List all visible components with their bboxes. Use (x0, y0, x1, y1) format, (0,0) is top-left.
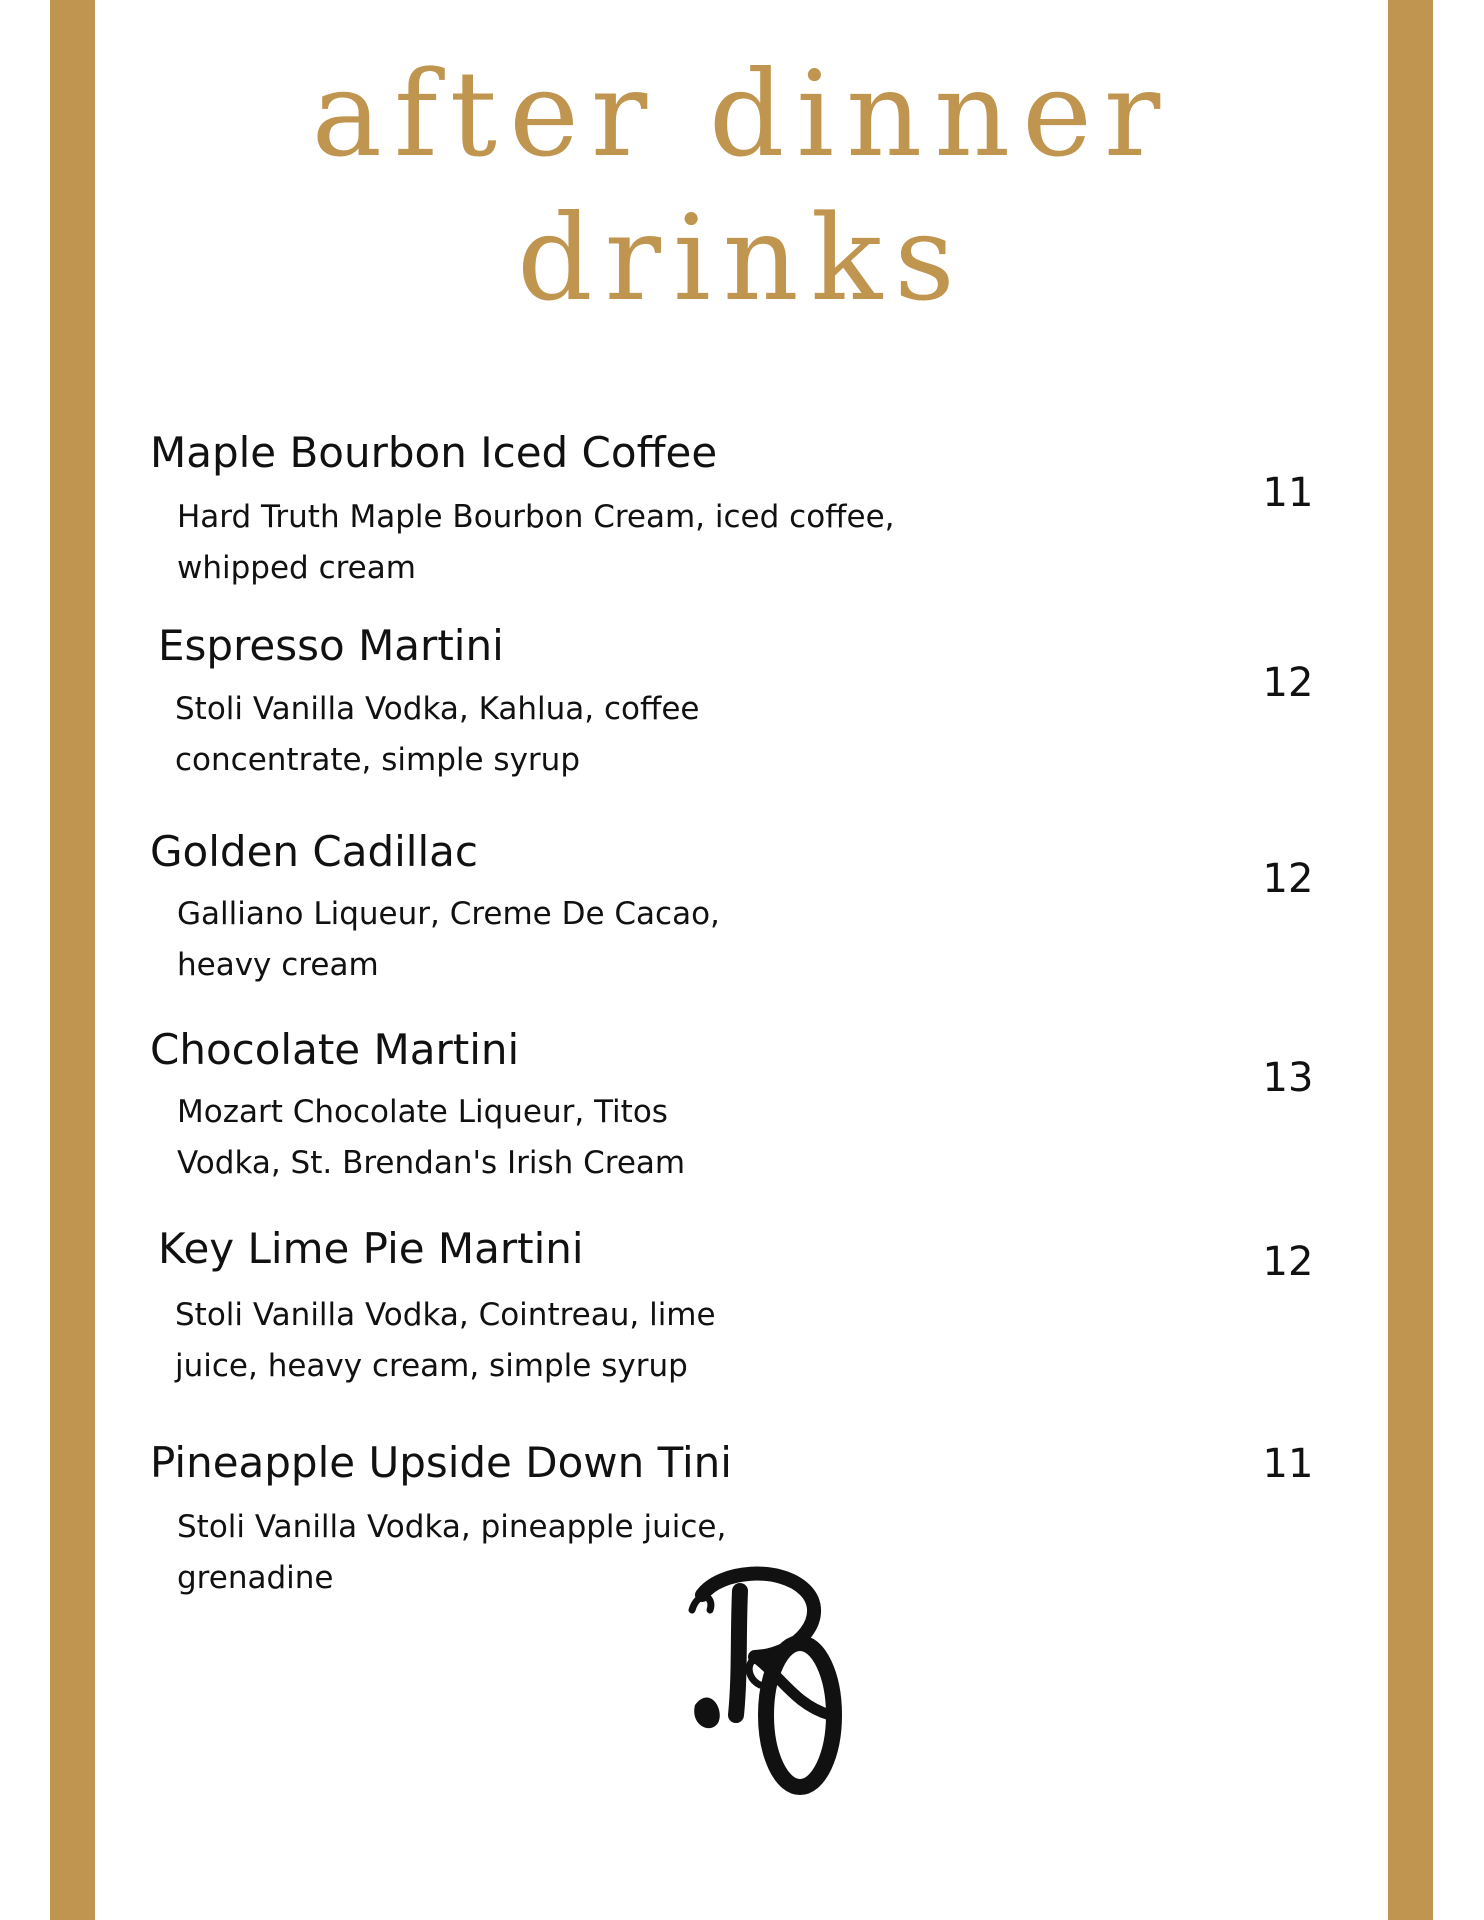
item-description-line: Galliano Liqueur, Creme De Cacao, (177, 896, 720, 932)
item-name-key-lime-pie-martini: Key Lime Pie Martini (158, 1224, 584, 1273)
item-description-line: concentrate, simple syrup (175, 742, 580, 778)
item-description-line: Stoli Vanilla Vodka, Cointreau, lime (175, 1297, 716, 1333)
item-description-line: Stoli Vanilla Vodka, pineapple juice, (177, 1509, 727, 1545)
item-description-espresso-martini (175, 684, 935, 786)
item-description-chocolate-martini (177, 1087, 937, 1189)
item-price-espresso-martini: 12 (1262, 660, 1314, 706)
item-description-line: heavy cream (177, 947, 379, 983)
item-name-pineapple-upside-down-tini: Pineapple Upside Down Tini (150, 1438, 732, 1487)
menu-title-line-1: after dinner (311, 45, 1173, 183)
item-description-line: grenadine (177, 1560, 334, 1596)
item-price-pineapple-upside-down-tini: 11 (1262, 1441, 1314, 1487)
item-name-golden-cadillac: Golden Cadillac (150, 827, 478, 876)
item-name-chocolate-martini: Chocolate Martini (150, 1025, 520, 1074)
menu-title (0, 42, 1484, 330)
item-description-key-lime-pie-martini (175, 1290, 935, 1392)
item-description-golden-cadillac (177, 889, 937, 991)
item-description-line: juice, heavy cream, simple syrup (175, 1348, 688, 1384)
item-description-maple-bourbon-iced-coffee (177, 492, 937, 594)
item-name-espresso-martini: Espresso Martini (158, 621, 504, 670)
item-price-key-lime-pie-martini: 12 (1262, 1239, 1314, 1285)
item-price-golden-cadillac: 12 (1262, 856, 1314, 902)
item-description-line: Vodka, St. Brendan's Irish Cream (177, 1145, 686, 1181)
item-description-line: Hard Truth Maple Bourbon Cream, iced coffee, (177, 499, 895, 535)
ro-monogram-logo-icon (680, 1565, 870, 1795)
item-description-line: whipped cream (177, 550, 416, 586)
menu-title-line-2: drinks (517, 189, 967, 327)
item-description-line: Stoli Vanilla Vodka, Kahlua, coffee (175, 691, 700, 727)
item-description-line: Mozart Chocolate Liqueur, Titos (177, 1094, 668, 1130)
item-price-maple-bourbon-iced-coffee: 11 (1262, 470, 1314, 516)
item-price-chocolate-martini: 13 (1262, 1055, 1314, 1101)
item-name-maple-bourbon-iced-coffee: Maple Bourbon Iced Coffee (150, 428, 718, 477)
